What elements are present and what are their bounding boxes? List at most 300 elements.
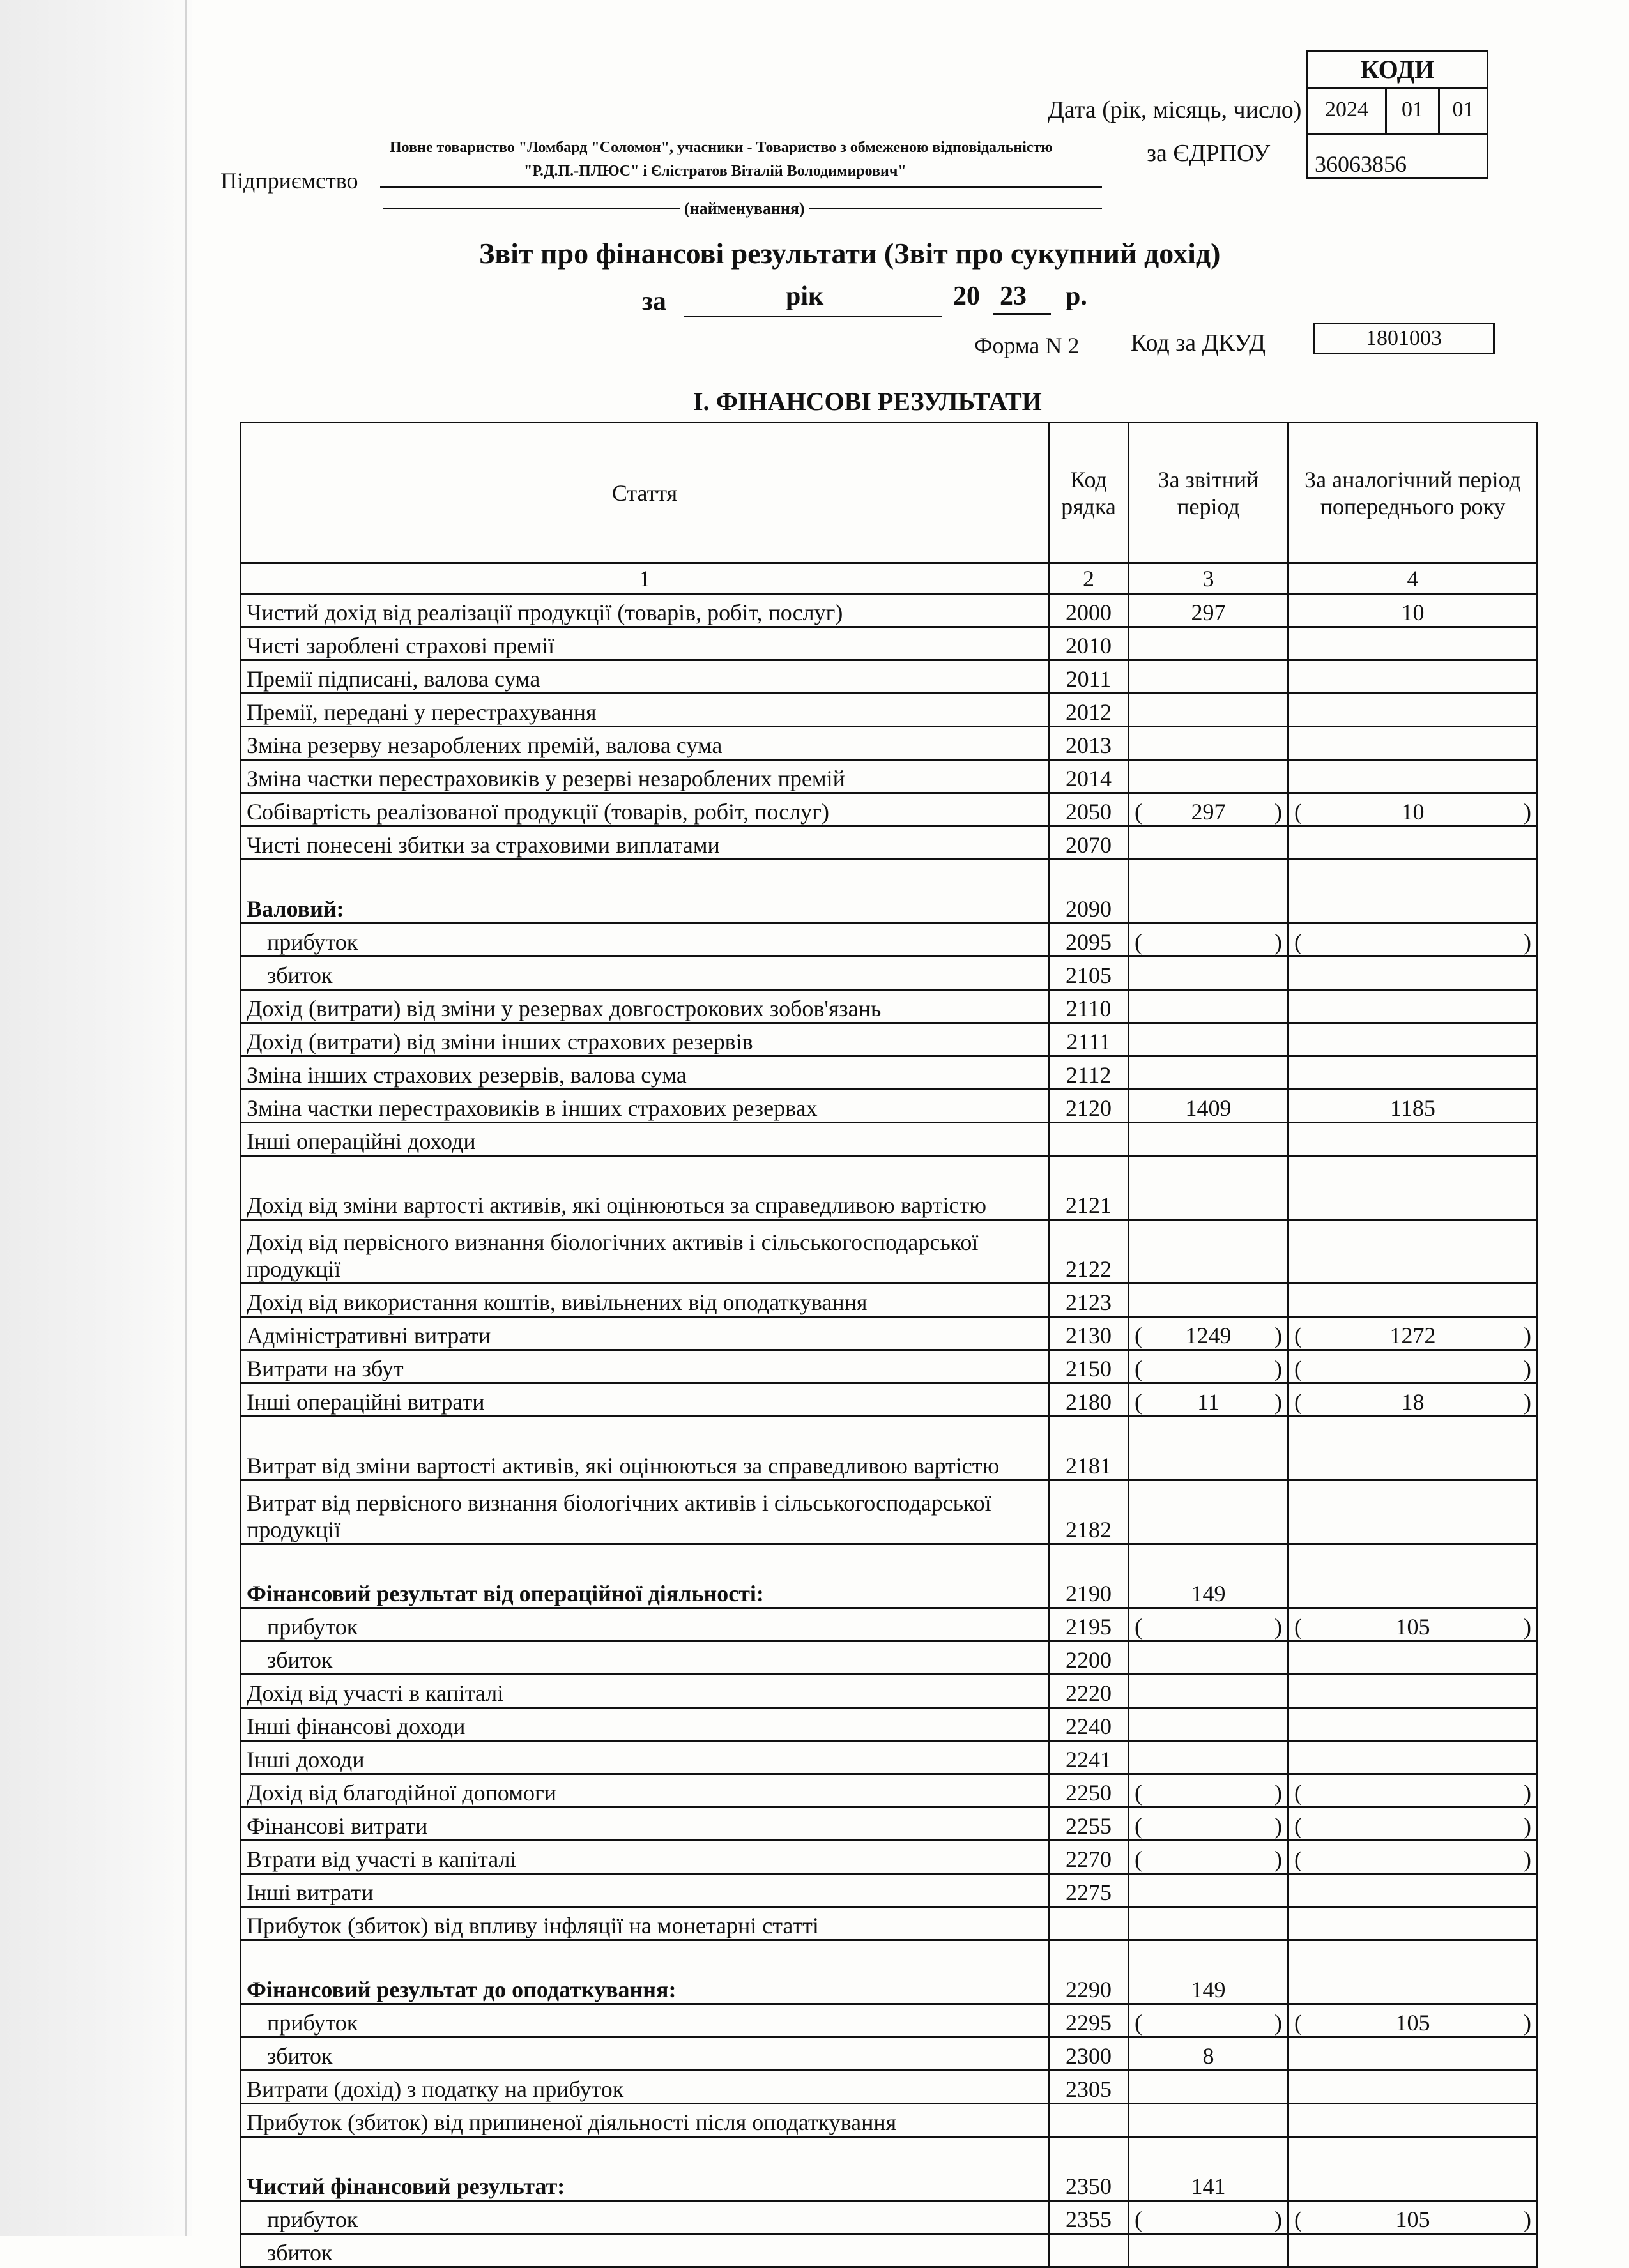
- dkud-code: 1801003: [1313, 323, 1495, 354]
- row-current-value: [1129, 1317, 1289, 1350]
- row-current-value: [1129, 1123, 1289, 1156]
- row-previous-value: [1289, 1417, 1538, 1480]
- date-label: Дата (рік, місяць, число): [1048, 96, 1302, 123]
- row-name: Дохід від участі в капіталі: [241, 1675, 1049, 1708]
- row-previous-value: [1289, 826, 1538, 860]
- row-previous-value: [1289, 660, 1538, 694]
- close-paren: ): [1274, 1356, 1282, 1381]
- row-previous-value: [1289, 2037, 1538, 2071]
- table-row: [241, 694, 1538, 727]
- row-current-value: [1129, 924, 1289, 957]
- row-code: 2050: [1049, 793, 1129, 826]
- row-code: 2122: [1049, 1220, 1129, 1284]
- date-cells: [1308, 87, 1487, 135]
- row-previous-value: [1289, 2104, 1538, 2137]
- open-paren: (: [1294, 1389, 1302, 1415]
- close-paren: ): [1274, 1323, 1282, 1348]
- row-current-value: [1129, 760, 1289, 793]
- row-current-value: 8: [1129, 2037, 1289, 2071]
- row-current-value: [1129, 2201, 1289, 2234]
- date-year: 2024: [1308, 87, 1387, 133]
- row-code: 2220: [1049, 1675, 1129, 1708]
- table-row: [241, 1056, 1538, 1090]
- table-row: [241, 1317, 1538, 1350]
- row-current-value: [1129, 860, 1289, 924]
- row-previous-value: [1289, 990, 1538, 1023]
- row-current-value: [1129, 1608, 1289, 1641]
- row-name: Собівартість реалізованої продукції (товарів, робіт, послуг): [241, 793, 1049, 826]
- open-paren: (: [1135, 1389, 1142, 1415]
- close-paren: ): [1274, 799, 1282, 825]
- table-row: [241, 1641, 1538, 1675]
- name-caption: (найменування): [680, 199, 809, 218]
- row-code: 2250: [1049, 1774, 1129, 1808]
- row-current-value: [1129, 2104, 1289, 2137]
- row-code: 2011: [1049, 660, 1129, 694]
- open-paren: (: [1294, 1323, 1302, 1348]
- row-previous-value: [1289, 1350, 1538, 1383]
- year-underline: [993, 313, 1051, 315]
- row-current-value: [1129, 694, 1289, 727]
- row-current-value: 149: [1129, 1544, 1289, 1608]
- row-previous-value: [1289, 760, 1538, 793]
- row-name: Дохід від первісного визнання біологічних активів і сільськогосподарської продукції: [241, 1220, 1049, 1284]
- table-row: [241, 1874, 1538, 1907]
- enterprise-underline: [380, 186, 1102, 188]
- row-current-value: [1129, 2004, 1289, 2037]
- table-row: [241, 727, 1538, 760]
- table-row: [241, 1544, 1538, 1608]
- open-paren: (: [1294, 2207, 1302, 2232]
- open-paren: (: [1294, 799, 1302, 825]
- for-label: за: [642, 287, 666, 316]
- open-paren: (: [1135, 799, 1142, 825]
- row-code: 2014: [1049, 760, 1129, 793]
- close-paren: ): [1524, 1356, 1531, 1381]
- dkud-label: Код за ДКУД: [1131, 330, 1266, 356]
- row-code: 2180: [1049, 1383, 1129, 1417]
- row-name: Чистий фінансовий результат:: [241, 2137, 1049, 2201]
- row-current-value: [1129, 1056, 1289, 1090]
- row-current-value: [1129, 957, 1289, 990]
- row-name: Витрати (дохід) з податку на прибуток: [241, 2071, 1049, 2104]
- close-paren: ): [1274, 2207, 1282, 2232]
- date-month: 01: [1387, 87, 1440, 133]
- table-row: [241, 2004, 1538, 2037]
- row-current-value: 149: [1129, 1940, 1289, 2004]
- row-code: 2270: [1049, 1841, 1129, 1874]
- table-row: [241, 957, 1538, 990]
- row-name: Фінансові витрати: [241, 1808, 1049, 1841]
- period-underline: [684, 316, 942, 317]
- row-previous-value: [1289, 1383, 1538, 1417]
- row-previous-value: [1289, 627, 1538, 660]
- row-name: Інші фінансові доходи: [241, 1708, 1049, 1741]
- row-previous-value: [1289, 860, 1538, 924]
- fold-line: [185, 0, 187, 2236]
- table-row: [241, 793, 1538, 826]
- header-article: Стаття: [241, 423, 1049, 563]
- row-name: Зміна інших страхових резервів, валова сума: [241, 1056, 1049, 1090]
- row-code: 2190: [1049, 1544, 1129, 1608]
- close-paren: ): [1274, 1389, 1282, 1415]
- row-current-value: [1129, 1350, 1289, 1383]
- row-current-value: [1129, 1480, 1289, 1544]
- close-paren: ): [1274, 1780, 1282, 1806]
- table-row: [241, 1383, 1538, 1417]
- row-current-value: [1129, 793, 1289, 826]
- table-row: [241, 990, 1538, 1023]
- row-code: 2070: [1049, 826, 1129, 860]
- row-code: 2012: [1049, 694, 1129, 727]
- row-name: Адміністративні витрати: [241, 1317, 1049, 1350]
- row-name: Інші операційні доходи: [241, 1123, 1049, 1156]
- table-body: [241, 594, 1538, 2267]
- row-code: [1049, 2104, 1129, 2137]
- row-code: 2355: [1049, 2201, 1129, 2234]
- row-previous-value: [1289, 1123, 1538, 1156]
- row-code: 2350: [1049, 2137, 1129, 2201]
- table-row: [241, 1156, 1538, 1220]
- row-previous-value: [1289, 1317, 1538, 1350]
- row-code: 2121: [1049, 1156, 1129, 1220]
- table-row: [241, 924, 1538, 957]
- header-code: Код рядка: [1049, 423, 1129, 563]
- value-text: 105: [1395, 1614, 1430, 1640]
- table-row: [241, 1284, 1538, 1317]
- table-row: [241, 1774, 1538, 1808]
- row-previous-value: [1289, 1741, 1538, 1774]
- row-code: 2295: [1049, 2004, 1129, 2037]
- colnum-2: 2: [1049, 563, 1129, 594]
- row-name: Дохід від зміни вартості активів, які оцінюються за справедливою вартістю: [241, 1156, 1049, 1220]
- table-row: [241, 2071, 1538, 2104]
- open-paren: (: [1135, 1614, 1142, 1640]
- row-previous-value: 1185: [1289, 1090, 1538, 1123]
- row-previous-value: [1289, 2201, 1538, 2234]
- row-current-value: [1129, 1708, 1289, 1741]
- row-name: Чисті понесені збитки за страховими виплатами: [241, 826, 1049, 860]
- table-row: [241, 2037, 1538, 2071]
- row-code: 2130: [1049, 1317, 1129, 1350]
- row-code: 2105: [1049, 957, 1129, 990]
- row-current-value: [1129, 2234, 1289, 2267]
- table-row: [241, 1090, 1538, 1123]
- row-code: 2090: [1049, 860, 1129, 924]
- row-current-value: [1129, 2071, 1289, 2104]
- row-previous-value: [1289, 1874, 1538, 1907]
- open-paren: (: [1294, 2010, 1302, 2036]
- close-paren: ): [1274, 2010, 1282, 2036]
- open-paren: (: [1294, 1813, 1302, 1839]
- open-paren: (: [1135, 1846, 1142, 1872]
- enterprise-name-line2: "Р.Д.П.-ПЛЮС" і Єлістратов Віталій Володимирович": [524, 163, 906, 179]
- table-row: [241, 627, 1538, 660]
- row-previous-value: [1289, 694, 1538, 727]
- row-previous-value: [1289, 727, 1538, 760]
- row-name: Інші витрати: [241, 1874, 1049, 1907]
- row-name: Зміна частки перестраховиків у резерві незароблених премій: [241, 760, 1049, 793]
- row-code: 2150: [1049, 1350, 1129, 1383]
- table-row: [241, 1023, 1538, 1056]
- row-previous-value: [1289, 957, 1538, 990]
- row-previous-value: [1289, 1808, 1538, 1841]
- scan-edge: [0, 0, 192, 2236]
- date-day: 01: [1452, 98, 1474, 121]
- row-code: 2181: [1049, 1417, 1129, 1480]
- table-row: [241, 760, 1538, 793]
- year-suffix: 23: [1000, 282, 1027, 311]
- row-name: Валовий:: [241, 860, 1049, 924]
- row-code: 2195: [1049, 1608, 1129, 1641]
- table-row: [241, 1417, 1538, 1480]
- row-name: Дохід від благодійної допомоги: [241, 1774, 1049, 1808]
- row-name: Фінансовий результат до оподаткування:: [241, 1940, 1049, 2004]
- row-current-value: 141: [1129, 2137, 1289, 2201]
- financial-table-wrap: [240, 422, 1536, 2268]
- row-code: [1049, 1123, 1129, 1156]
- open-paren: (: [1135, 1356, 1142, 1381]
- row-previous-value: [1289, 1675, 1538, 1708]
- row-code: 2241: [1049, 1741, 1129, 1774]
- row-current-value: [1129, 1874, 1289, 1907]
- row-current-value: [1129, 1641, 1289, 1675]
- row-name: Витрати на збут: [241, 1350, 1049, 1383]
- header-current: За звітний період: [1129, 423, 1289, 563]
- open-paren: (: [1135, 2207, 1142, 2232]
- row-name: Втрати від участі в капіталі: [241, 1841, 1049, 1874]
- row-current-value: [1129, 1808, 1289, 1841]
- row-code: 2010: [1049, 627, 1129, 660]
- row-name: прибуток: [241, 1608, 1049, 1641]
- row-name: Чисті зароблені страхові премії: [241, 627, 1049, 660]
- table-row: [241, 826, 1538, 860]
- open-paren: (: [1135, 1780, 1142, 1806]
- row-name: Інші операційні витрати: [241, 1383, 1049, 1417]
- table-row: [241, 660, 1538, 694]
- table-row: [241, 1608, 1538, 1641]
- financial-results-table: [240, 422, 1538, 2268]
- open-paren: (: [1135, 929, 1142, 955]
- row-name: збиток: [241, 2037, 1049, 2071]
- row-current-value: [1129, 1417, 1289, 1480]
- row-code: 2300: [1049, 2037, 1129, 2071]
- table-row: [241, 1480, 1538, 1544]
- row-previous-value: [1289, 1774, 1538, 1808]
- row-current-value: [1129, 627, 1289, 660]
- row-code: 2095: [1049, 924, 1129, 957]
- row-name: Фінансовий результат від операційної діяльності:: [241, 1544, 1049, 1608]
- open-paren: (: [1135, 2010, 1142, 2036]
- row-code: [1049, 1907, 1129, 1940]
- row-name: Дохід (витрати) від зміни інших страхових резервів: [241, 1023, 1049, 1056]
- row-current-value: [1129, 1841, 1289, 1874]
- row-code: 2112: [1049, 1056, 1129, 1090]
- row-previous-value: [1289, 1608, 1538, 1641]
- close-paren: ): [1524, 1813, 1531, 1839]
- row-current-value: [1129, 1220, 1289, 1284]
- row-name: Зміна резерву незароблених премій, валова сума: [241, 727, 1049, 760]
- row-name: Зміна частки перестраховиків в інших страхових резервах: [241, 1090, 1049, 1123]
- open-paren: (: [1135, 1323, 1142, 1348]
- row-code: 2275: [1049, 1874, 1129, 1907]
- value-text: 1272: [1389, 1323, 1436, 1348]
- row-name: прибуток: [241, 2004, 1049, 2037]
- table-row: [241, 594, 1538, 627]
- row-name: Витрат від первісного визнання біологічних активів і сільськогосподарської продукції: [241, 1480, 1049, 1544]
- period-word: рік: [786, 282, 824, 311]
- close-paren: ): [1274, 1846, 1282, 1872]
- row-name: збиток: [241, 1641, 1049, 1675]
- table-row: [241, 1741, 1538, 1774]
- row-previous-value: [1289, 2137, 1538, 2201]
- close-paren: ): [1274, 1813, 1282, 1839]
- table-row: [241, 1841, 1538, 1874]
- row-current-value: 297: [1129, 594, 1289, 627]
- row-code: 2013: [1049, 727, 1129, 760]
- row-name: прибуток: [241, 924, 1049, 957]
- codes-box: [1306, 50, 1488, 179]
- row-previous-value: 10: [1289, 594, 1538, 627]
- row-current-value: [1129, 1907, 1289, 1940]
- row-code: 2255: [1049, 1808, 1129, 1841]
- row-previous-value: [1289, 1907, 1538, 1940]
- row-code: 2000: [1049, 594, 1129, 627]
- row-code: 2200: [1049, 1641, 1129, 1675]
- row-previous-value: [1289, 793, 1538, 826]
- row-code: 2110: [1049, 990, 1129, 1023]
- row-name: Премії, передані у перестрахування: [241, 694, 1049, 727]
- open-paren: (: [1294, 1356, 1302, 1381]
- row-code: [1049, 2234, 1129, 2267]
- colnum-3: 3: [1129, 563, 1289, 594]
- row-current-value: [1129, 1156, 1289, 1220]
- enterprise-name-line1: Повне товариство "Ломбард "Соломон", учасники - Товариство з обмеженою відповідальністю: [390, 139, 1053, 156]
- close-paren: ): [1274, 929, 1282, 955]
- close-paren: ): [1524, 1614, 1531, 1640]
- value-text: 11: [1197, 1389, 1220, 1415]
- row-current-value: [1129, 660, 1289, 694]
- row-name: збиток: [241, 957, 1049, 990]
- row-name: Чистий дохід від реалізації продукції (товарів, робіт, послуг): [241, 594, 1049, 627]
- row-previous-value: [1289, 924, 1538, 957]
- row-previous-value: [1289, 2234, 1538, 2267]
- row-current-value: [1129, 1023, 1289, 1056]
- table-row: [241, 1940, 1538, 2004]
- row-current-value: [1129, 1284, 1289, 1317]
- row-code: 2111: [1049, 1023, 1129, 1056]
- edrpou-code: 36063856: [1315, 151, 1407, 177]
- section-title: І. ФІНАНСОВІ РЕЗУЛЬТАТИ: [693, 387, 1042, 416]
- row-name: прибуток: [241, 2201, 1049, 2234]
- close-paren: ): [1274, 1614, 1282, 1640]
- table-row: [241, 1675, 1538, 1708]
- row-current-value: [1129, 826, 1289, 860]
- row-previous-value: [1289, 1156, 1538, 1220]
- value-text: 105: [1395, 2010, 1430, 2036]
- form-label: Форма N 2: [974, 333, 1080, 358]
- table-row: [241, 1708, 1538, 1741]
- value-text: 105: [1395, 2207, 1430, 2232]
- report-title: Звіт про фінансові результати (Звіт про сукупний дохід): [479, 237, 1221, 270]
- row-code: 2123: [1049, 1284, 1129, 1317]
- close-paren: ): [1524, 1780, 1531, 1806]
- open-paren: (: [1135, 1813, 1142, 1839]
- row-current-value: [1129, 1383, 1289, 1417]
- row-code: 2120: [1049, 1090, 1129, 1123]
- open-paren: (: [1294, 929, 1302, 955]
- row-name: збиток: [241, 2234, 1049, 2267]
- value-text: 1249: [1185, 1323, 1232, 1348]
- edrpou-label: за ЄДРПОУ: [1147, 140, 1271, 167]
- close-paren: ): [1524, 1389, 1531, 1415]
- row-current-value: [1129, 990, 1289, 1023]
- row-previous-value: [1289, 1023, 1538, 1056]
- table-row: [241, 1808, 1538, 1841]
- open-paren: (: [1294, 1614, 1302, 1640]
- table-row: [241, 2104, 1538, 2137]
- value-text: 18: [1401, 1389, 1425, 1415]
- value-text: 297: [1191, 799, 1226, 825]
- row-name: Інші доходи: [241, 1741, 1049, 1774]
- row-code: 2240: [1049, 1708, 1129, 1741]
- row-previous-value: [1289, 1708, 1538, 1741]
- row-code: 2305: [1049, 2071, 1129, 2104]
- row-previous-value: [1289, 1220, 1538, 1284]
- row-previous-value: [1289, 1480, 1538, 1544]
- close-paren: ): [1524, 929, 1531, 955]
- close-paren: ): [1524, 2010, 1531, 2036]
- table-row: [241, 2137, 1538, 2201]
- row-current-value: 1409: [1129, 1090, 1289, 1123]
- enterprise-label: Підприємство: [220, 168, 358, 194]
- row-current-value: [1129, 727, 1289, 760]
- row-previous-value: [1289, 1056, 1538, 1090]
- close-paren: ): [1524, 2207, 1531, 2232]
- open-paren: (: [1294, 1846, 1302, 1872]
- row-previous-value: [1289, 2071, 1538, 2104]
- row-code: 2290: [1049, 1940, 1129, 2004]
- open-paren: (: [1294, 1780, 1302, 1806]
- row-current-value: [1129, 1774, 1289, 1808]
- table-row: [241, 1350, 1538, 1383]
- row-previous-value: [1289, 1940, 1538, 2004]
- row-name: Прибуток (збиток) від впливу інфляції на монетарні статті: [241, 1907, 1049, 1940]
- row-previous-value: [1289, 1544, 1538, 1608]
- colnum-1: 1: [241, 563, 1049, 594]
- header-previous: За аналогічний період попереднього року: [1289, 423, 1538, 563]
- row-name: Дохід (витрати) від зміни у резервах довгострокових зобов'язань: [241, 990, 1049, 1023]
- table-row: [241, 2201, 1538, 2234]
- table-row: [241, 1907, 1538, 1940]
- row-previous-value: [1289, 1284, 1538, 1317]
- value-text: 10: [1401, 799, 1425, 825]
- row-previous-value: [1289, 1841, 1538, 1874]
- row-current-value: [1129, 1741, 1289, 1774]
- year-end: р.: [1066, 282, 1087, 311]
- row-previous-value: [1289, 1641, 1538, 1675]
- table-row: [241, 1220, 1538, 1284]
- table-row: [241, 2234, 1538, 2267]
- row-name: Прибуток (збиток) від припиненої діяльності після оподаткування: [241, 2104, 1049, 2137]
- row-name: Дохід від використання коштів, вивільнених від оподаткування: [241, 1284, 1049, 1317]
- year-prefix: 20: [953, 282, 980, 311]
- row-code: 2182: [1049, 1480, 1129, 1544]
- row-current-value: [1129, 1675, 1289, 1708]
- row-previous-value: [1289, 2004, 1538, 2037]
- close-paren: ): [1524, 799, 1531, 825]
- colnum-4: 4: [1289, 563, 1538, 594]
